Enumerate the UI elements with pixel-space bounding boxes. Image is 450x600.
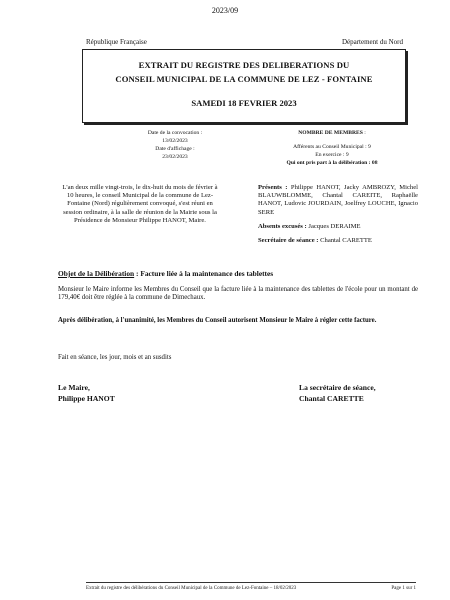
- absents-label: Absents excusés :: [258, 222, 307, 230]
- members-heading: [262, 129, 402, 137]
- session-intro: L'an deux mille vingt-trois, le dix-huit du mois de février à 10 heures, le conseil Municipal de la commune de Lez-Fontaine (Nord) régulièrement convoqué, s'est réuni en session ordinaire, à la salle de réunion de la Mairie sous la Présidence de Monsieur Philippe HANOT, Maire.: [62, 184, 218, 224]
- footer: [86, 586, 416, 591]
- members-afferents: Afférents au Conseil Municipal : 9: [293, 144, 371, 150]
- footer-page-number: Page 1 sur 1: [391, 586, 416, 591]
- convocation-label: Date de la convocation :: [147, 130, 203, 136]
- absents-list: Jacques DERAIME: [306, 222, 361, 230]
- affichage-label: Date d'affichage :: [155, 146, 195, 152]
- members-en-exercice: En exercice : 9: [315, 152, 349, 158]
- secretaire-name: Chantal CARETTE: [318, 237, 372, 245]
- maire-role: Le Maire,: [58, 383, 90, 392]
- members-participants: Qui ont pris part à la délibération : 08: [286, 160, 378, 166]
- deliberation-objet: [58, 269, 273, 278]
- absents-line: [258, 223, 418, 231]
- footer-divider: [86, 582, 416, 583]
- session-date-title: SAMEDI 18 FEVRIER 2023: [191, 98, 297, 108]
- objet-text: : Facture liée à la maintenance des tablettes: [134, 269, 274, 278]
- header-republique: République Française: [86, 38, 147, 46]
- fait-en-seance: Fait en séance, les jour, mois et an susdits: [58, 354, 172, 361]
- members-label: NOMBRE DE MEMBRES: [298, 130, 363, 136]
- document-reference-number: 2023/09: [211, 6, 239, 15]
- maire-name: Philippe HANOT: [58, 394, 115, 403]
- secretaire-line: [258, 237, 418, 245]
- members-colon: :: [362, 130, 366, 136]
- attendance-block: [258, 184, 418, 245]
- presents-line: [258, 184, 418, 217]
- footer-text: Extrait du registre des délibérations du Conseil Municipal de la Commune de Lez-Fontaine – 18/02/2023: [86, 586, 297, 591]
- signature-secretaire: [299, 382, 376, 404]
- deliberation-decision: Après délibération, à l'unanimité, les Membres du Conseil autorisent Monsieur le Maire à régler cette facture.: [58, 317, 377, 324]
- secretaire-signature-name: Chantal CARETTE: [299, 394, 364, 403]
- affichage-date: 23/02/2023: [162, 154, 188, 160]
- deliberation-body: Monsieur le Maire informe les Membres du Conseil que la facture liée à la maintenance des tablettes de l'école pour un montant de 179,40€ doit être réglée à la commune de Dimechaux.: [58, 286, 418, 302]
- title-line-2: CONSEIL MUNICIPAL DE LA COMMUNE DE LEZ - FONTAINE: [115, 74, 373, 84]
- convocation-date: 13/02/2023: [162, 138, 188, 144]
- objet-label: Objet de la Délibération: [58, 269, 135, 278]
- presents-label: Présents :: [258, 184, 288, 191]
- title-line-1: EXTRAIT DU REGISTRE DES DELIBERATIONS DU: [138, 60, 350, 70]
- title-box: [82, 49, 406, 123]
- meta-members: [262, 129, 402, 167]
- signature-maire: [58, 382, 115, 404]
- meta-dates: [120, 129, 230, 161]
- secretaire-role: La secrétaire de séance,: [299, 383, 376, 392]
- header-departement: Département du Nord: [341, 38, 403, 46]
- presents-list: Philippe HANOT, Jacky AMBROZY, Michel BLAUWBLOMME, Chantal CAREITE, Raphaëlle HANOT, Ludovic JOURDAIN, Joelfrey LOUCHE, Ignacio SERE: [258, 184, 418, 216]
- secretaire-label: Secrétaire de séance :: [258, 237, 319, 245]
